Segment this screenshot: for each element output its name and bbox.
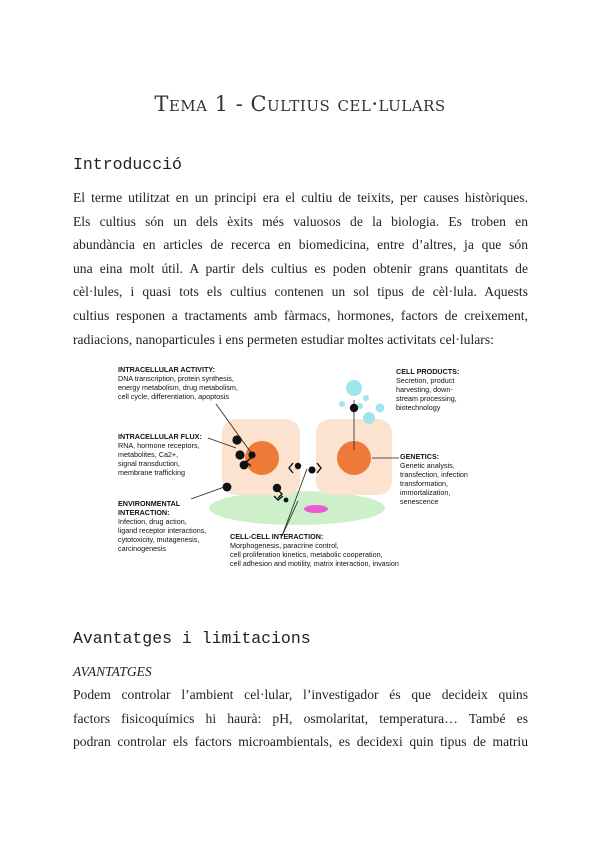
label-cell-products	[396, 367, 459, 412]
intro-heading: Introducció	[73, 155, 182, 174]
svg-text:CELL-CELL INTERACTION:: CELL-CELL INTERACTION:	[230, 532, 324, 541]
intro-paragraph	[73, 186, 528, 351]
svg-text:CELL PRODUCTS:: CELL PRODUCTS:	[396, 367, 460, 376]
advantages-paragraph	[73, 683, 528, 754]
paragraph-line: una eina molt útil. A partir dels cultius es poden obtenir grans quantitats de	[73, 260, 528, 276]
paragraph-line: factors fisicoquímics hi haurà: pH, osmolaritat, temperatura… També es	[73, 710, 528, 726]
paragraph-line: abundància en articles de recerca en biomedicina, entre d’altres, ja que són	[73, 237, 528, 253]
paragraph-line: Els cultius són un dels èxits més valuosos de la biologia. Es troben en	[73, 213, 528, 229]
page-title: Tema 1 - Cultius cel·lulars	[154, 92, 446, 116]
svg-text:INTRACELLULAR ACTIVITY:: INTRACELLULAR ACTIVITY:	[118, 365, 216, 374]
svg-text:ligand receptor interactions,: ligand receptor interactions,	[118, 526, 207, 535]
section-heading-advantages-limitations: Avantatges i limitacions	[73, 629, 311, 648]
svg-text:metabolites, Ca2+,: metabolites, Ca2+,	[118, 450, 179, 459]
svg-text:GENETICS:: GENETICS:	[400, 452, 440, 461]
svg-text:cell adhesion and motility, ma: cell adhesion and motility, matrix interaction, invasion	[230, 559, 399, 568]
svg-text:carcinogenesis: carcinogenesis	[118, 544, 166, 553]
label-environmental-interaction	[118, 499, 206, 553]
svg-text:cell cycle, differentiation, a: cell cycle, differentiation, apoptosis	[118, 392, 229, 401]
svg-text:cell proliferation kinetics, m: cell proliferation kinetics, metabolic cooperation,	[230, 550, 383, 559]
subheading-advantages: AVANTATGES	[73, 664, 152, 679]
svg-text:INTRACELLULAR FLUX:: INTRACELLULAR FLUX:	[118, 432, 202, 441]
svg-text:cytotoxicity, mutagenesis,: cytotoxicity, mutagenesis,	[118, 535, 200, 544]
paragraph-line: Podem controlar l’ambient cel·lular, l’investigador és que decideix quins	[73, 687, 528, 702]
svg-text:stream processing,: stream processing,	[396, 394, 457, 403]
svg-text:energy metabolism, drug metabo: energy metabolism, drug metabolism,	[118, 383, 238, 392]
label-cell-cell-interaction	[230, 532, 399, 568]
svg-text:senescence: senescence	[400, 497, 439, 506]
paragraph-line: cultius responen a tractaments amb fàrmacs, hormones, factors de creixement,	[73, 307, 528, 323]
svg-text:membrane trafficking: membrane trafficking	[118, 468, 185, 477]
paragraph-line: El terme utilitzat en un principi era el cultiu de teixits, per causes històriques.	[73, 190, 528, 205]
paragraph-line: cèl·lules, i quasi tots els cultius contenen un sol tipus de cèl·lula. Aquests	[73, 284, 528, 300]
svg-text:transformation,: transformation,	[400, 479, 448, 488]
svg-text:transfection, infection: transfection, infection	[400, 470, 468, 479]
paragraph-line: podran controlar els factors microambientals, es decidexi quin tipus de matriu	[73, 734, 528, 750]
label-intracellular-flux	[118, 432, 202, 477]
svg-text:signal transduction,: signal transduction,	[118, 459, 180, 468]
svg-text:DNA transcription, protein syn: DNA transcription, protein synthesis,	[118, 374, 234, 383]
svg-text:INTERACTION:: INTERACTION:	[118, 508, 170, 517]
cell-products-bubbles	[339, 380, 385, 424]
substrate-spot	[304, 505, 328, 513]
svg-text:RNA, hormone receptors,: RNA, hormone receptors,	[118, 441, 200, 450]
label-genetics	[400, 452, 468, 506]
svg-text:Morphogenesis, paracrine contr: Morphogenesis, paracrine control,	[230, 541, 339, 550]
svg-text:Infection, drug action,: Infection, drug action,	[118, 517, 187, 526]
svg-text:Genetic analysis,: Genetic analysis,	[400, 461, 455, 470]
cell-culture-diagram	[112, 358, 488, 576]
svg-text:harvesting, down-: harvesting, down-	[396, 385, 453, 394]
svg-text:biotechnology: biotechnology	[396, 403, 441, 412]
svg-text:Secretion, product: Secretion, product	[396, 376, 455, 385]
svg-text:ENVIRONMENTAL: ENVIRONMENTAL	[118, 499, 181, 508]
paragraph-line: radiacions, nanoparticules i ens permeten estudiar moltes activitats cel·lulars:	[73, 331, 494, 347]
svg-text:immortalization,: immortalization,	[400, 488, 451, 497]
label-intracellular-activity	[118, 365, 238, 401]
